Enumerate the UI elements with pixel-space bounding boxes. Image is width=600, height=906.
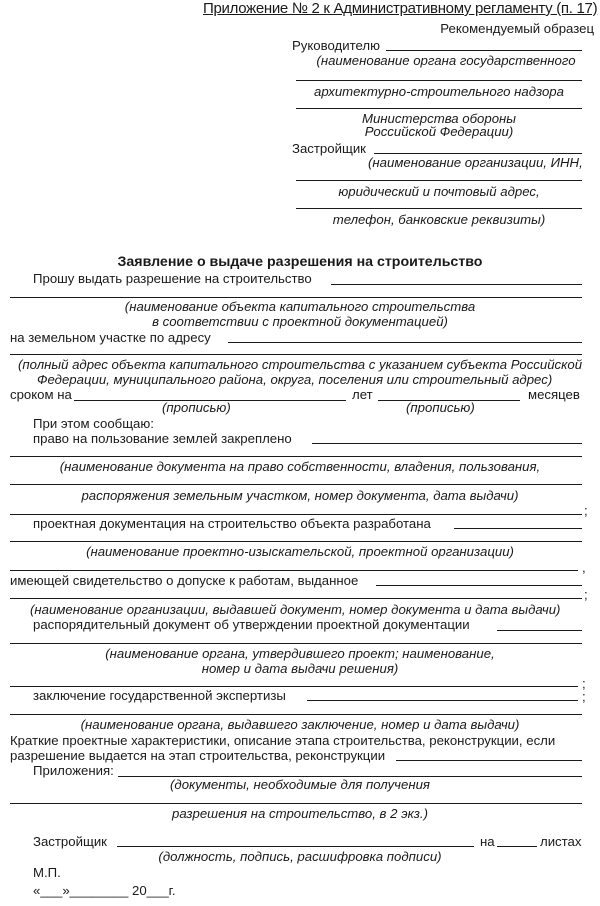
comma-mark: , [582,560,586,575]
months-label: месяцев [528,387,580,402]
semicolon-3: ; [582,676,586,691]
years-label: лет [352,387,373,402]
dev-hint-1: (наименование организации, ИНН, [368,155,583,170]
license-line-1[interactable] [376,585,582,586]
head-line[interactable] [386,50,582,51]
brief-text-1: Краткие проектные характеристики, описание этапа строительства, реконструкции, если [10,733,556,748]
object-line-1[interactable] [331,284,582,285]
land-right-line-2[interactable] [10,456,582,457]
brief-line[interactable] [396,760,582,761]
ask-text: Прошу выдать разрешение на строительство [33,271,312,286]
license-line-2[interactable] [10,598,582,599]
sample-note: Рекомендуемый образец [440,21,594,36]
attach-hint-2: разрешения на строительство, в 2 экз.) [172,806,428,821]
expertise-hint: (наименование органа, выдавшего заключение, номер и дата выдачи) [80,717,520,732]
address-line-2[interactable] [10,354,582,355]
head-hint-3: Министерства обороны [361,111,517,126]
address-line-1[interactable] [228,342,582,343]
sign-hint: (должность, подпись, расшифровка подписи) [158,849,442,864]
developer-label-top: Застройщик [292,141,366,156]
land-hint-1: (наименование документа на право собственности, владения, пользования, [59,459,541,474]
expertise-line-1[interactable] [307,700,578,701]
term-label: сроком на [10,387,72,402]
head-line-3[interactable] [296,108,582,109]
object-hint-2: в соответствии с проектной документацией) [152,314,448,329]
land-text: на земельном участке по адресу [10,330,211,345]
head-line-2[interactable] [296,80,582,81]
appendix-header: Приложение № 2 к Административному регламенту (п. 17) [203,0,598,17]
inform-text: При этом сообщаю: [33,416,154,431]
head-hint-4: Российской Федерации) [364,124,514,139]
head-hint-1: (наименование органа государственного [316,53,576,68]
head-hint-2: архитектурно-строительного надзора [314,84,564,99]
on-label: на [480,834,495,849]
brief-text-2: разрешение выдается на этап строительства, реконструкции [10,748,386,763]
approval-line-1[interactable] [497,630,582,631]
approval-line-3[interactable] [10,686,578,687]
developer-line-2[interactable] [296,180,582,181]
sheets-label: листах [540,834,582,849]
approval-hint-1: (наименование органа, утвердившего проект; наименование, [105,646,495,661]
project-line-3[interactable] [10,570,578,571]
dev-hint-2: юридический и почтовый адрес, [338,184,540,199]
object-hint-1: (наименование объекта капитального строительства [124,299,476,314]
semicolon-4: ; [582,689,586,704]
semicolon-1: ; [584,503,588,518]
approval-hint-2: номер и дата выдачи решения) [201,661,399,676]
project-line-1[interactable] [454,528,582,529]
object-line-2[interactable] [10,297,582,298]
land-right-line-4[interactable] [10,514,582,515]
in-words-hint-2: (прописью) [406,400,475,415]
form-title: Заявление о выдаче разрешения на строительство [117,254,483,270]
attachments-line-2[interactable] [10,803,582,804]
developer-label: Застройщик [33,834,107,849]
signature-line[interactable] [117,846,474,847]
attachments-label: Приложения: [33,763,114,778]
head-label: Руководителю [292,38,380,53]
dev-hint-3: телефон, банковские реквизиты) [332,212,546,227]
license-text: имеющей свидетельство о допуске к работам, выданное [10,573,359,588]
land-right-line-1[interactable] [312,443,582,444]
in-words-hint-1: (прописью) [162,400,231,415]
land-right-text: право на пользование землей закреплено [33,431,292,446]
expertise-line-2[interactable] [10,714,582,715]
project-hint: (наименование проектно-изыскательской, проектной организации) [86,544,514,559]
stamp-mark: М.П. [33,865,61,880]
approval-line-2[interactable] [10,643,582,644]
land-right-line-3[interactable] [10,484,582,485]
expertise-text: заключение государственной экспертизы [33,688,286,703]
developer-line-3[interactable] [296,208,582,209]
land-hint-2: распоряжения земельным участком, номер документа, дата выдачи) [81,488,519,503]
address-hint-1: (полный адрес объекта капитального строительства с указанием субъекта Российской [18,357,583,372]
date-field[interactable]: «___»________ 20___г. [33,883,176,898]
sheets-count-line[interactable] [497,846,537,847]
address-hint-2: Федерации, муниципального района, округа, поселения или строительный адрес) [37,372,553,387]
attach-hint-1: (документы, необходимые для получения [170,777,430,792]
project-docs-text: проектная документация на строительство объекта разработана [33,516,431,531]
developer-line-top[interactable] [374,153,582,154]
project-line-2[interactable] [10,541,582,542]
semicolon-2: ; [584,587,588,602]
license-hint: (наименование организации, выдавшей документ, номер документа и дата выдачи) [30,602,561,617]
approval-text: распорядительный документ об утверждении проектной документации [33,617,470,632]
